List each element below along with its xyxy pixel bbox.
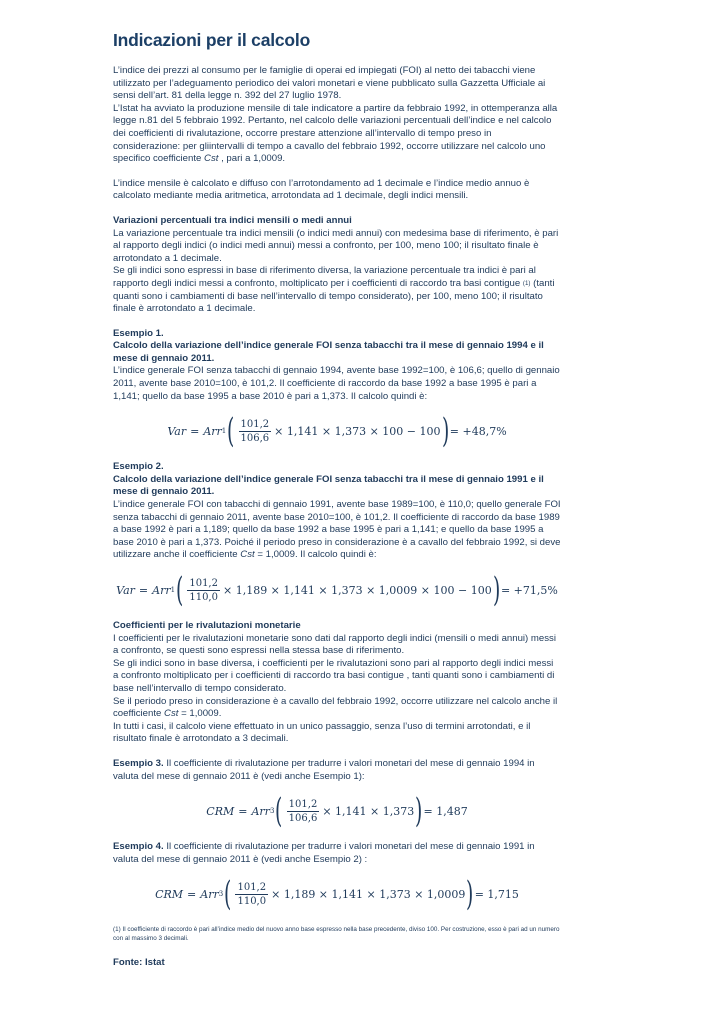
esempio2-label: Esempio 2. — [113, 461, 164, 473]
esempio1-heading: Calcolo della variazione dell’indice generale FOI senza tabacchi tra il mese di gennaio 1994 e il mese di gennaio 2011. — [113, 340, 544, 364]
intro-paragraph-3: L’indice mensile è calcolato e diffuso con l’arrotondamento ad 1 decimale e l’indice medio annuo è calcolato mediante media aritmetica, arrotondata ad 1 decimale, degli indici mensili. — [113, 177, 530, 202]
page-title: Indicazioni per il calcolo — [113, 30, 311, 50]
intro-paragraph-1: L’indice dei prezzi al consumo per le famiglie di operai ed impiegati (FOI) al netto dei tabacchi viene utilizzato per l’adeguamento periodico dei valori monetari e viene pubblicato sulla Gazzetta Ufficiale ai sensi dell’art. 81 della legge n. 392 del 27 luglio 1978. — [113, 65, 546, 102]
coefficienti-heading: Coefficienti per le rivalutazioni monetarie — [113, 620, 301, 631]
coefficienti-text-1: I coefficienti per le rivalutazioni monetarie sono dati dal rapporto degli indici (mensili o medi annui) messi a confronto, se questi sono espressi nella stessa base di riferimento. — [113, 632, 556, 657]
esempio3-formula: CRM = Arr 3 ( $\frac{101,2}{106,6}$ × 1,141 × 1,373 ) = 1,487 — [206, 791, 468, 832]
variazioni-heading: Variazioni percentuali tra indici mensili o medi annui — [113, 214, 352, 226]
coefficienti-text-3: Se il periodo preso in considerazione è a cavallo del febbraio 1992, occorre utilizzare nel calcolo anche il coefficiente Cst = 1,0009. — [113, 695, 558, 720]
variazioni-text-2: Se gli indici sono espressi in base di riferimento diversa, la variazione percentuale tra indici è pari al rapporto degli indici messi a confronto, moltiplicato per i coefficienti di raccordo tra basi contigue (1) (tanti quanti sono i cambiamenti di base nell’intervallo di tempo considerato), per 100, meno 100; il risultato finale è arrotondato a 1 decimale. — [113, 265, 555, 315]
coefficienti-text-4: In tutti i casi, il calcolo viene effettuato in un unico passaggio, senza l’uso di termini arrotondati, e il risultato finale è arrotondato a 3 decimali. — [113, 720, 531, 745]
document-page — [113, 30, 561, 970]
esempio2-formula: Var = Arr 1 ( $\frac{101,2}{110,0}$ × 1,189 × 1,141 × 1,373 × 1,0009 × 100 − 100 ) = +71,5% — [116, 570, 558, 610]
esempio2-body: L’indice generale FOI con tabacchi di gennaio 1991, avente base 1989=100, è 110,0; quello generale FOI senza tabacchi di gennaio 2011, avente base 2010=100, è 101,2. Il coefficiente di raccordo da base 1989 a base 1992 è pari a 1,189; quello da base 1992 a base 1995 è pari a 1,141; e quello da base 1995 a base 2010 è pari a 1,373. Poiché il periodo preso in considerazione è a cavallo del febbraio 1992, si deve utilizzare anche il coefficiente Cst = 1,0009. Il calcolo quindi è: — [113, 499, 561, 561]
source-label: Fonte: Istat — [113, 957, 165, 969]
esempio1-label: Esempio 1. — [113, 327, 164, 339]
esempio4-text: Esempio 4. Il coefficiente di rivalutazione per tradurre i valori monetari del mese di gennaio 1991 in valuta del mese di gennaio 2011 è (vedi anche Esempio 2) : — [113, 841, 535, 865]
intro-paragraph-2: L’Istat ha avviato la produzione mensile di tale indicatore a partire da febbraio 1992, in ottemperanza alla legge n.81 del 5 febbraio 1992. Pertanto, nel calcolo delle variazioni percentuali dell’indice e nel calcolo dei coefficienti di rivalutazione, occorre prestare attenzione all’intervallo di tempo preso in considerazione: per gliintervalli di tempo a cavallo del febbraio 1992, occorre utilizzare nel calcolo uno specifico coefficiente Cst , pari a 1,0009. — [113, 102, 558, 165]
footnote: (1) Il coefficiente di raccordo è pari all’indice medio del nuovo anno base espresso nella base precedente, diviso 100. Per costruzione, esso è pari ad un numero con al massimo 3 decimali. — [113, 926, 560, 942]
esempio2-heading: Calcolo della variazione dell’indice generale FOI senza tabacchi tra il mese di gennaio 1991 e il mese di gennaio 2011. — [113, 473, 544, 498]
variazioni-text-1: La variazione percentuale tra indici mensili (o indici medi annui) con medesima base di riferimento, è pari al rapporto degli indici (o indici medi annui) messi a confronto, per 100, meno 100; il risultato finale è arrotondato a 1 decimale. — [113, 227, 559, 264]
esempio3-text: Esempio 3. Il coefficiente di rivalutazione per tradurre i valori monetari del mese di gennaio 1994 in valuta del mese di gennaio 2011 è (vedi anche Esempio 1): — [113, 757, 535, 782]
esempio4-formula: CRM = Arr 3 ( $\frac{101,2}{110,0}$ × 1,189 × 1,141 × 1,373 × 1,0009 ) = 1,715 — [155, 874, 519, 915]
esempio1-formula: Var = Arr 1 ( $\frac{101,2}{106,6}$ × 1,141 × 1,373 × 100 − 100 ) = +48,7% — [167, 411, 507, 452]
coefficienti-text-2: Se gli indici sono in base diversa, i coefficienti per le rivalutazioni sono pari al rapporto degli indici messi a confronto moltiplicato per i coefficienti di raccordo tra basi contigue , tanti quanti sono i cambiamenti di base nell’intervallo di tempo considerato. — [113, 657, 555, 694]
footnote-ref: (1) — [522, 279, 531, 287]
esempio1-body: L’indice generale FOI senza tabacchi di gennaio 1994, avente base 1992=100, è 106,6; quello di gennaio 2011, avente base 2010=100, è 101,2. Il coefficiente di raccordo da base 1992 a base 1995 è pari a 1,141; quello da base 1995 a base 2010 è pari a 1,373. Il calcolo quindi è: — [113, 365, 560, 402]
